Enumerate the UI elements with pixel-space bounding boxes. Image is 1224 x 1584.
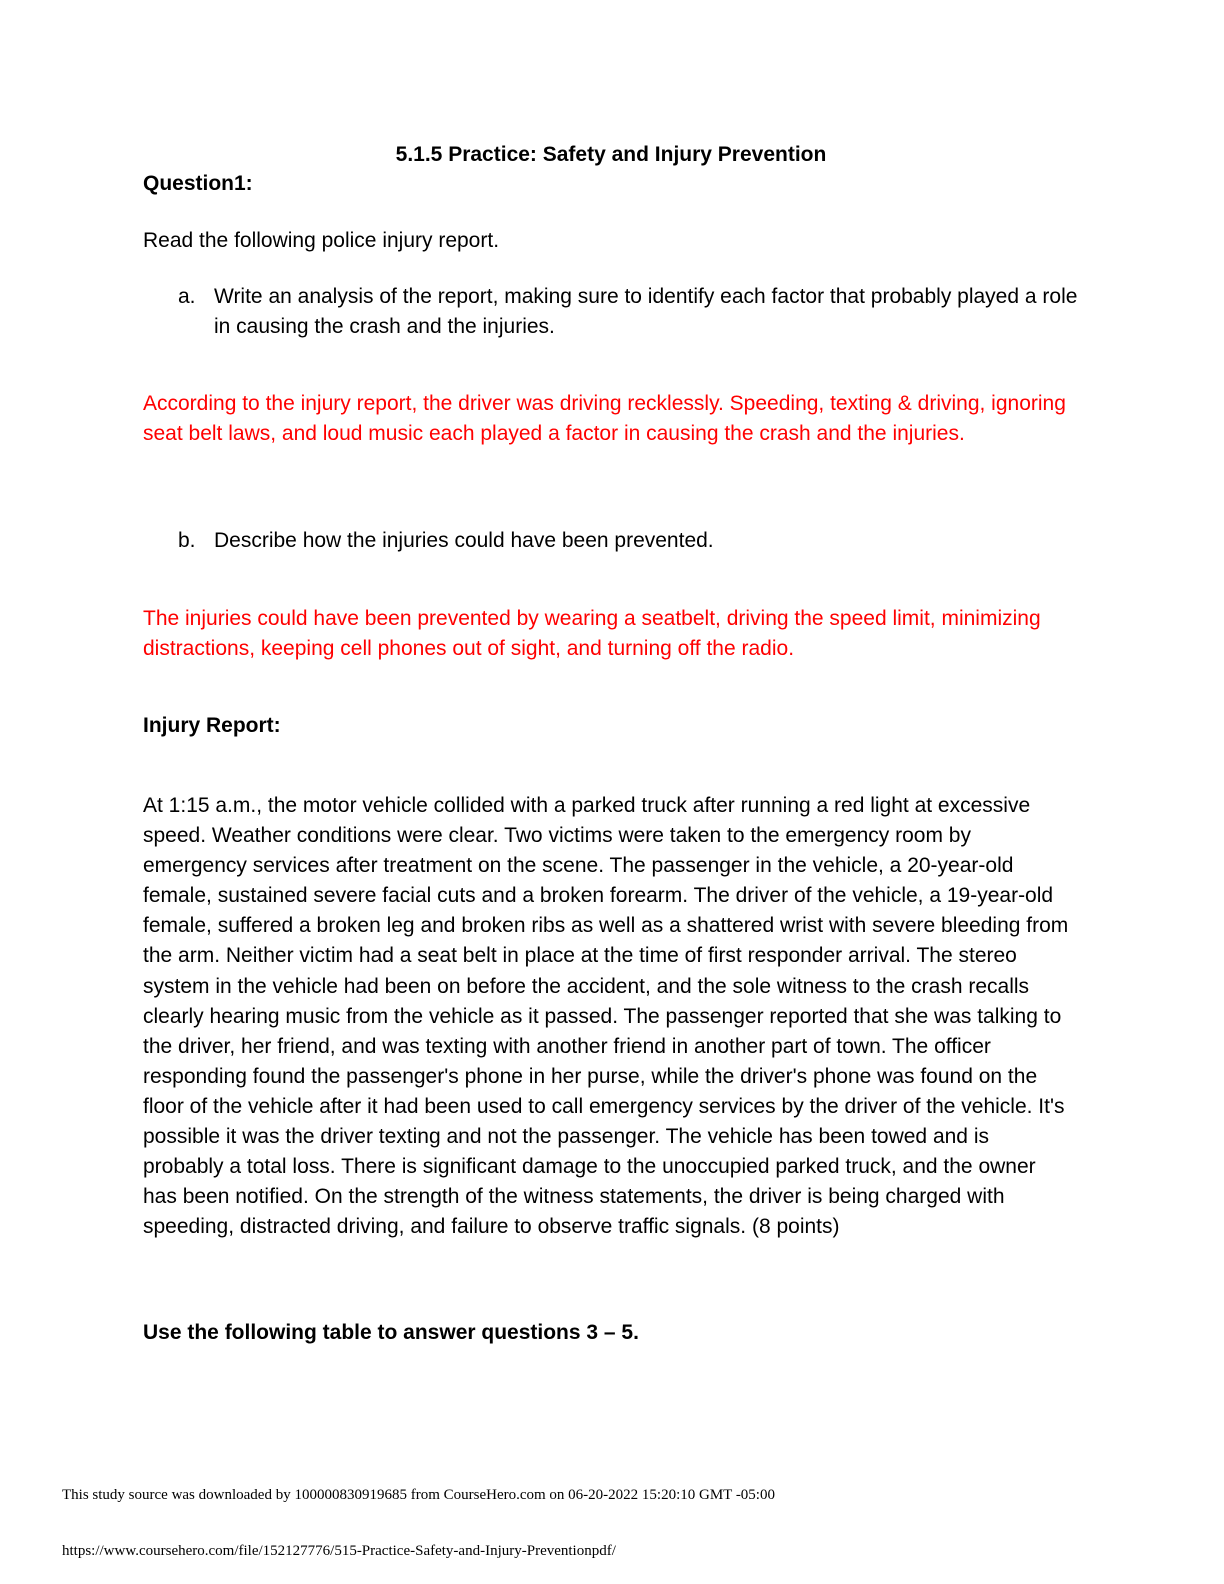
list-item-b-marker: b. (178, 529, 196, 552)
page-title-text: 5.1.5 Practice: Safety and Injury Prevention (395, 143, 827, 166)
download-notice: This study source was downloaded by 100000830919685 from CourseHero.com on 06-20-2022 15:20:10 GMT -05:00 (62, 1487, 775, 1503)
answer-a: According to the injury report, the driver was driving recklessly. Speeding, texting & driving, ignoring seat belt laws, and loud music each played a factor in causing the crash and the injuries. (143, 392, 1066, 445)
list-item-a (143, 282, 1078, 342)
injury-report-heading: Injury Report: (143, 714, 281, 737)
page-title (0, 143, 1224, 167)
injury-report-text: At 1:15 a.m., the motor vehicle collided with a parked truck after running a red light at excessive speed. Weather conditions were clear. Two victims were taken to the emergency room by emergency services after treatment on the scene. The passenger in the vehicle, a 20-year-old female, sustained severe facial cuts and a broken forearm. The driver of the vehicle, a 19-year-old female, suffered a broken leg and broken ribs as well as a shattered wrist with severe bleeding from the arm. Neither victim had a seat belt in place at the time of first responder arrival. The stereo system in the vehicle had been on before the accident, and the sole witness to the crash recalls clearly hearing music from the vehicle as it passed. The passenger reported that she was talking to the driver, her friend, and was texting with another friend in another part of town. The officer responding found the passenger's phone in her purse, while the driver's phone was found on the floor of the vehicle after it had been used to call emergency services by the driver of the vehicle. It's possible it was the driver texting and not the passenger. The vehicle has been towed and is probably a total loss. There is significant damage to the unoccupied parked truck, and the owner has been notified. On the strength of the witness statements, the driver is being charged with speeding, distracted driving, and failure to observe traffic signals. (8 points) (143, 794, 1069, 1239)
table-instruction: Use the following table to answer questions 3 – 5. (143, 1321, 639, 1344)
question-label: Question1: (143, 172, 253, 195)
source-url: https://www.coursehero.com/file/152127776/515-Practice-Safety-and-Injury-Preventionpdf/ (62, 1543, 616, 1559)
question-intro: Read the following police injury report. (143, 229, 500, 252)
list-item-b-text: Describe how the injuries could have been prevented. (214, 529, 714, 552)
answer-b: The injuries could have been prevented by wearing a seatbelt, driving the speed limit, minimizing distractions, keeping cell phones out of sight, and turning off the radio. (143, 607, 1041, 660)
list-item-b (143, 526, 1073, 556)
list-item-a-marker: a. (178, 285, 196, 308)
list-item-a-text: Write an analysis of the report, making sure to identify each factor that probably played a role in causing the crash and the injuries. (214, 285, 1078, 338)
